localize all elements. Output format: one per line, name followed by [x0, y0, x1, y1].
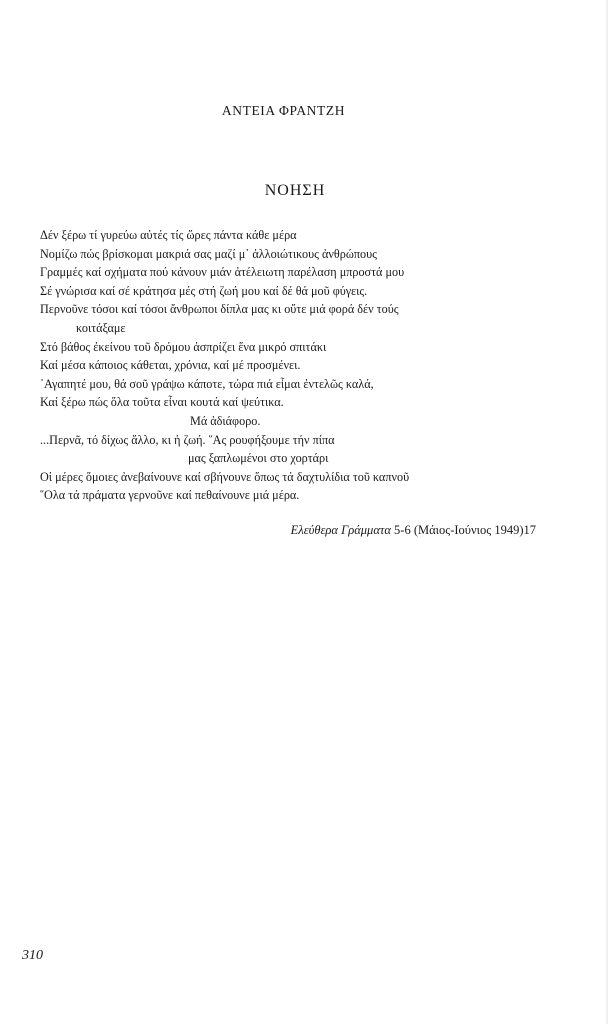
poem-line: Περνοῦνε τόσοι καί τόσοι ἄνθρωποι δίπλα μας κι οὔτε μιά φορά δέν τούς: [40, 302, 399, 317]
poem-line: Γραμμές καί σχήματα πού κάνουν μιάν ἀτέλειωτη παρέλαση μπροστά μου: [40, 265, 405, 280]
poem-line: Στό βάθος ἐκείνου τοῦ δρόμου ἀσπρίζει ἕνα μικρό σπιτάκι: [40, 339, 327, 354]
poem-line: ᾽Αγαπητέ μου, θά σοῦ γράψω κάποτε, τώρα πιά εἶμαι ἐντελῶς καλά,: [40, 376, 374, 391]
poem-line: ...Περνᾶ, τό δίχως ἄλλο, κι ἡ ζωή. ῞Ας ρουφήξουμε τήν πίπα: [40, 432, 335, 447]
poem-line-continuation: κοιτάξαμε: [76, 320, 126, 335]
poem-line: Καί ξέρω πώς ὅλα τοῦτα εἶναι κουτά καί ψεύτικα.: [40, 395, 284, 410]
poem-line: Σέ γνώρισα καί σέ κράτησα μές στή ζωή μου καί δέ θά μοῦ φύγεις.: [40, 283, 368, 298]
source-details: 5-6 (Μάιος-Ιούνιος 1949)17: [390, 523, 536, 537]
page-number: 310: [22, 948, 43, 963]
poem-line: Οἱ μέρες ὅμοιες ἀνεβαίνουνε καί σβήνουνε ὅπως τά δαχτυλίδια τοῦ καπνοῦ: [40, 469, 410, 484]
poem-line-indented: Μά ἀδιάφορο.: [190, 413, 261, 428]
poem-title: ΝΟΗΣΗ: [264, 182, 326, 199]
author-name: ΑΝΤΕΙΑ ΦΡΑΝΤΖΗ: [221, 103, 346, 118]
poem-body: [40, 226, 560, 505]
poem-line-indented: μας ξαπλωμένοι στο χορτάρι: [188, 451, 329, 466]
poem-line: ῞Ολα τά πράματα γερνοῦνε καί πεθαίνουνε μιά μέρα.: [40, 488, 300, 503]
poem-line: Νομίζω πώς βρίσκομαι μακριά σας μαζί μ᾽ ἀλλοιώτικους ἀνθρώπους: [40, 246, 377, 261]
poem-line: Δέν ξέρω τί γυρεύω αὐτές τίς ὥρες πάντα κάθε μέρα: [40, 228, 297, 242]
source-journal: Ελεύθερα Γράμματα: [290, 523, 391, 537]
poem-line: Καί μέσα κάποιος κάθεται, χρόνια, καί μέ προσμένει.: [40, 358, 301, 373]
source-citation: [291, 523, 536, 538]
